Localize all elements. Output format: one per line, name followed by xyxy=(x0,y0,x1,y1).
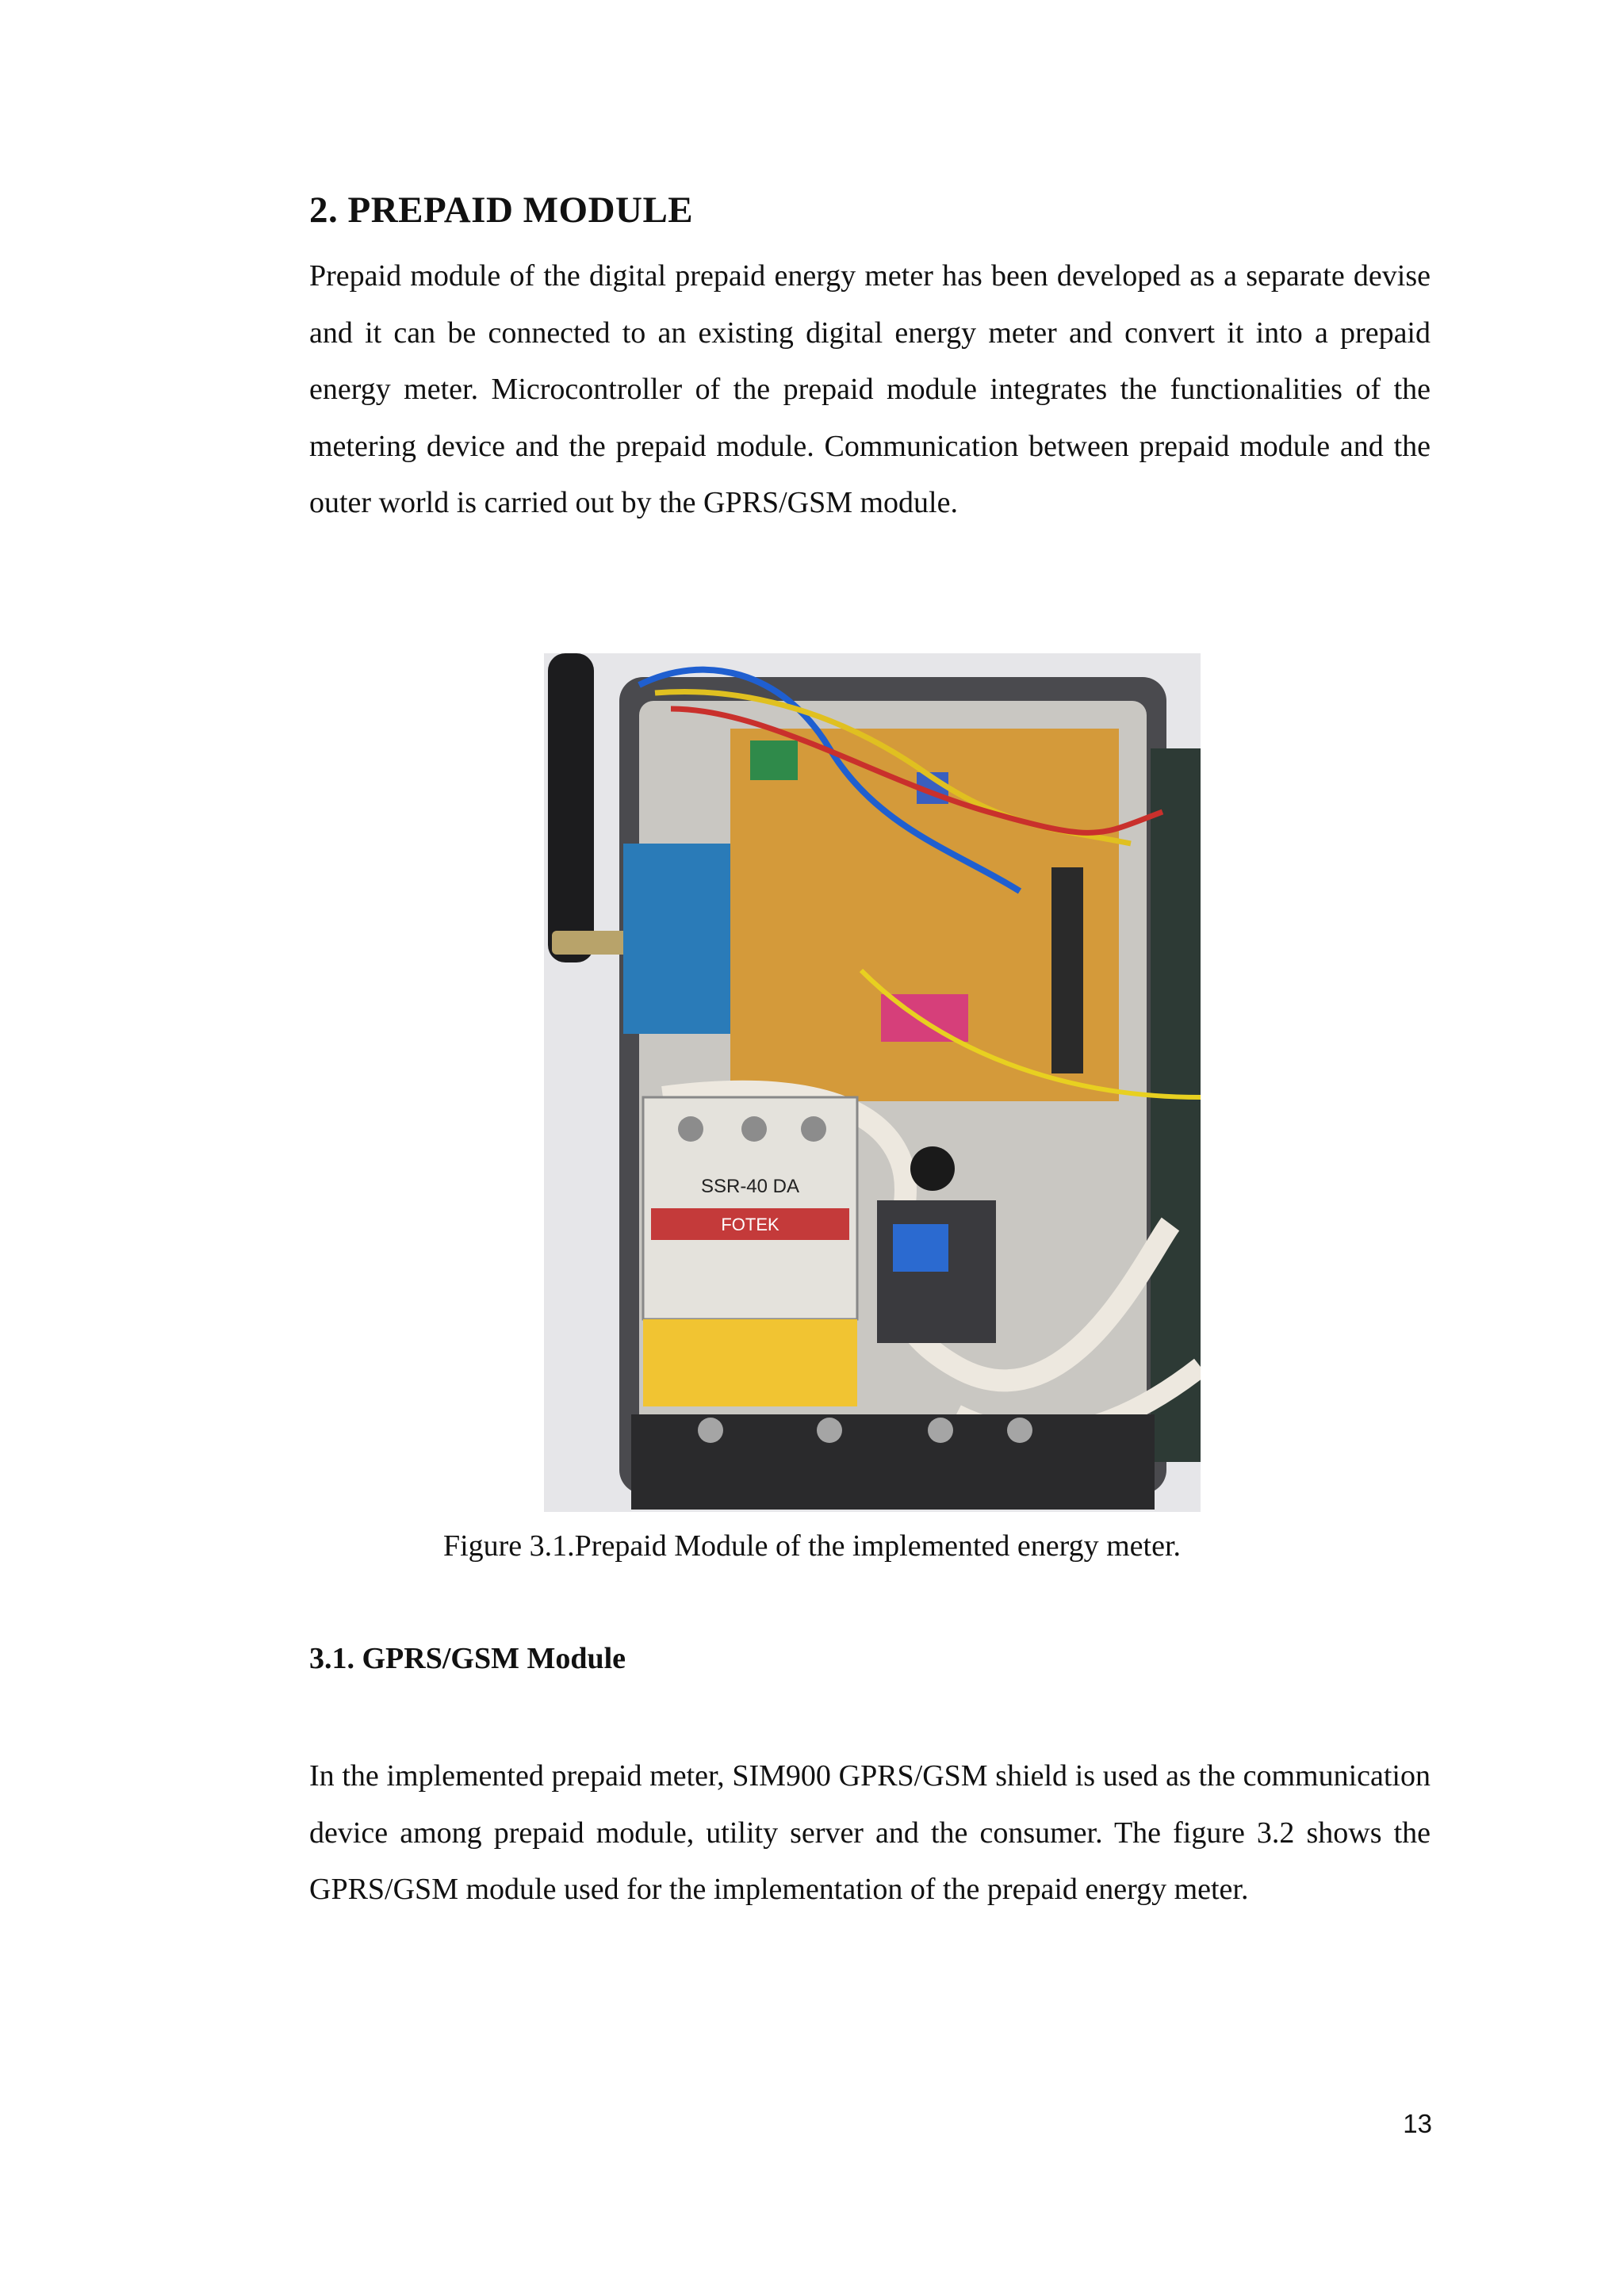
terminal-block xyxy=(750,740,798,780)
yellow-tape xyxy=(643,1319,857,1406)
subsection-paragraph: In the implemented prepaid meter, SIM900 GPRS/GSM shield is used as the communication device among prepaid module, utility server and the consumer. The figure 3.2 shows the GPRS/GSM module used for the implementation of the prepaid energy meter. xyxy=(309,1759,1431,1907)
side-board xyxy=(1151,748,1201,1462)
terminal-screw-1 xyxy=(698,1418,723,1443)
subsection-heading: 3.1. GPRS/GSM Module xyxy=(309,1642,626,1675)
relay-model: SSR-40 DA xyxy=(700,1176,800,1197)
relay-screw-3 xyxy=(801,1116,826,1142)
relay-screw-2 xyxy=(741,1116,767,1142)
blue-relay xyxy=(893,1224,948,1272)
figure-photo xyxy=(544,653,1201,1512)
header-pins xyxy=(1051,867,1083,1073)
figure-caption: Figure 3.1.Prepaid Module of the implemented energy meter. xyxy=(442,1529,1182,1563)
prepaid-module-photo xyxy=(544,653,1201,1512)
antenna xyxy=(548,653,594,962)
terminal-screw-2 xyxy=(817,1418,842,1443)
terminal-screw-4 xyxy=(1007,1418,1032,1443)
page-number: 13 xyxy=(1403,2109,1432,2138)
terminal-screw-3 xyxy=(928,1418,953,1443)
section-paragraph: Prepaid module of the digital prepaid energy meter has been developed as a separate devise and it can be connected to an existing digital energy meter and convert it into a prepaid energy meter. Microcontroller of the prepaid module integrates the functionalities of the metering device and the prepaid module. Communication between prepaid module and the outer world is carried out by the GPRS/GSM module. xyxy=(309,259,1431,520)
relay-screw-1 xyxy=(678,1116,703,1142)
section-heading: 2. PREPAID MODULE xyxy=(309,189,694,231)
capacitor xyxy=(910,1146,955,1191)
relay-brand: FOTEK xyxy=(721,1215,779,1234)
